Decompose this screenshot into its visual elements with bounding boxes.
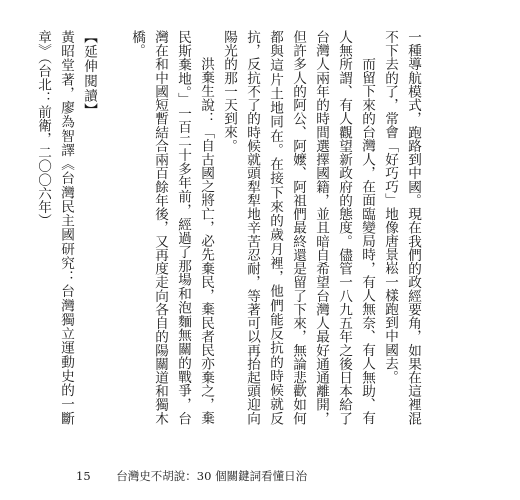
paragraph-2: 而留下來的台灣人，在面臨變局時，有人無奈、有人無助、有人無所謂、有人觀望新政府的態度。儘管一八九五年之後日本給了台灣人兩年的時間選擇國籍，並且暗自希望台灣人最好通通離開，但許多人的阿公、阿嬤、阿祖們最終還是留了下來，無論悲歡如何都與這片土地同在。在接下來的歲月裡，他們能反抗的時候就反抗，反抗不了的時候就頭犁犁地辛苦忍耐，等著可以再抬起頭迎向陽光的那一天到來。 — [221, 30, 375, 425]
page-footer — [76, 468, 307, 484]
paragraph-3: 洪棄生說：「自古國之將亡，必先棄民，棄民者民亦棄之，棄民斯棄地。」一百二十多年前，經過了那場和泡麵無關的戰爭，台灣在和中國短暫結合兩百餘年後，又再度走向各自的陽關道和獨木橋。 — [129, 30, 214, 425]
reference-entry: 黃昭堂著，廖為智譯《台灣民主國研究：台灣獨立運動史的一斷章》（台北：前衛，二〇〇六年） — [35, 30, 74, 425]
vertical-text-block — [31, 30, 424, 425]
book-title: 台灣史不胡說：30 個關鍵詞看懂日治 — [116, 469, 308, 483]
page-number: 15 — [76, 469, 91, 483]
extended-reading-heading: 【延伸閱讀】 — [81, 30, 97, 118]
paragraph-1: 一種導航模式，跑路到中國。現在我們的政經要角，如果在這裡混不下去的了，常會「好巧巧」地像唐景崧一樣跑到中國去。 — [382, 30, 421, 425]
